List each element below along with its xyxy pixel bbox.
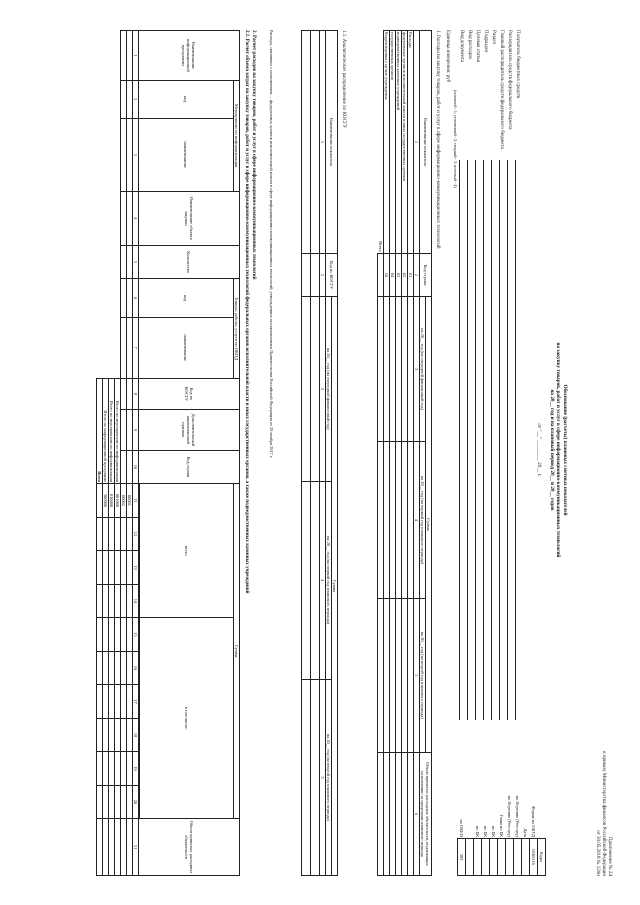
col-number: 7 (133, 317, 139, 378)
col-head-program: Наименование информационной программы (139, 31, 240, 81)
col-number: 20 (133, 785, 139, 819)
appendix-order: к приказу Министерства финансов Российской Федерации (601, 751, 606, 876)
col-head-code: Код строки (420, 254, 432, 297)
footnote: Расходы, связанные с исполнением ... федеральных органов исполнительной власти в сфере информационно-коммуникационных технологий, утвержденные постановлением Правительства Российской Федерации от 29 ноября 2017 г. (269, 30, 274, 459)
col-number: 4 (414, 442, 420, 598)
row-name: государственных органов (390, 31, 396, 254)
document-page (22, 30, 612, 876)
col-number: 2 (414, 254, 420, 297)
code-label: Дата (523, 828, 528, 837)
col-head-name: Наименование показателя (420, 31, 432, 254)
title-line-3: на 20__ год и на плановый период 20__ и 20__ годов (549, 389, 555, 511)
title-line-2: на закупку товаров, работ и услуг в сфере информационно-коммуникационных технологий (555, 342, 562, 558)
col-number: 3 (133, 118, 139, 191)
field-label: Распорядитель средств федерального бюджета (507, 30, 512, 130)
section1-title: 1. Расходы на закупку товаров, работ и услуг в сфере информационно-коммуникационных технологий (435, 30, 440, 249)
section2-title: 2. Расчет расходов на закупку товаров, работ и услуг в сфере информационно-коммуникационных технологий (251, 30, 256, 280)
field-label: Получатель бюджетных средств (515, 30, 520, 99)
field-label: Подраздел (483, 30, 488, 53)
col-head-total: всего (140, 484, 234, 618)
codes-head: Коды (538, 839, 546, 876)
total-code: 001000 (115, 484, 121, 518)
codes-table (457, 764, 546, 876)
grand-total-label: Всего (97, 378, 103, 483)
code-label: по ОКЕИ (459, 819, 464, 837)
col-head-year2: на 20__ год (на первый год планового периода) (326, 481, 332, 679)
total-label: Итого по информационной программе (103, 378, 109, 483)
code-label: по БК (483, 825, 488, 837)
code-value: 383 (458, 839, 466, 876)
col-number: 19 (133, 752, 139, 786)
col-head-obligations: Объем принятых расходных обязательств, подлежащих исполнению за пределами планового периода (420, 753, 432, 876)
total-code: 010000 (109, 484, 115, 518)
row-name: федеральных органов исполнительной власти и иных государственных органов (402, 31, 408, 254)
col-number: 5 (133, 245, 139, 279)
row-code: 00002 (121, 484, 127, 518)
col-number: 8 (133, 378, 139, 409)
row-code: 01 (408, 254, 414, 297)
col-number: 1 (320, 31, 326, 254)
code-value (522, 839, 530, 876)
appendix-header (594, 751, 612, 876)
col-head-okpd: Товары, работы, услуги по ОКПД (234, 279, 240, 378)
col-head-analytic: Дополнительный аналитический признак (139, 409, 240, 450)
code-value (466, 839, 474, 876)
code-value (474, 839, 482, 876)
col-head-obligations: Объем принятых расходных обязательств (139, 819, 240, 876)
row-code: 02 (402, 254, 408, 297)
code-value (482, 839, 490, 876)
col-number: 10 (133, 450, 139, 484)
total-code: 300000 (103, 484, 109, 518)
section11-title: 1.1. Аналитическое распределение по КОСГУ (341, 30, 346, 129)
col-number: 16 (133, 651, 139, 685)
section21-table (96, 30, 240, 876)
col-number: 5 (414, 598, 420, 752)
col-head-sum: Сумма (332, 297, 338, 876)
col-head-year3: на 20__ год (на второй год планового периода) (326, 679, 332, 875)
col-head-activity: Мероприятие по информатизации (234, 80, 240, 191)
col-number: 5 (320, 679, 326, 875)
code-value (506, 839, 514, 876)
field-label: Вид документа (459, 30, 464, 63)
col-number: 4 (320, 481, 326, 679)
col-number: 11 (133, 484, 139, 518)
code-label: по Перечню (Реестру) (507, 795, 512, 837)
row-code: 00001 (127, 484, 133, 518)
code-label (466, 764, 474, 839)
col-head-year1: на 20__ год (на очередной финансовый год) (420, 297, 426, 442)
field-label: Раздел (491, 30, 496, 45)
col-number: 9 (133, 409, 139, 450)
document-title (536, 210, 568, 690)
col-head-name: Наименование показателя (326, 31, 338, 254)
section1-table (378, 30, 433, 876)
row-code: 10 (384, 254, 390, 297)
code-label: по БК (475, 825, 480, 837)
total-code (97, 484, 103, 518)
field-label: Вид расходов (467, 30, 472, 59)
row-name: Расходы (408, 31, 414, 254)
col-head-sum: Сумма (234, 484, 240, 819)
col-head-okpd-name: наименование (139, 317, 234, 378)
code-value (490, 839, 498, 876)
code-label: Форма по ОКУД (531, 806, 536, 837)
col-number: 18 (133, 718, 139, 752)
col-number: 21 (133, 819, 139, 876)
col-number: 6 (133, 279, 139, 317)
section21-title: 2.1. Расчет объема затрат на закупку товаров, работ и услуг в сфере информационно-коммуникационных технологий федеральных органов исполнительной власти и иных государственных органов, а также подведомственных казенных учреждений (244, 30, 249, 594)
col-head-kosgu: Код по КОСГУ (326, 254, 338, 297)
row-code: 04 (390, 254, 396, 297)
col-head-year3: на 20__ год (на второй год планового периода) (420, 598, 426, 752)
code-label: по БК (491, 825, 496, 837)
col-number: 4 (133, 191, 139, 245)
code-label: Глава по БК (499, 814, 504, 837)
col-head-including: в том числе: (140, 618, 234, 819)
section11-table (301, 30, 338, 876)
code-value (514, 839, 522, 876)
col-number: 3 (320, 297, 326, 482)
col-number: 1 (414, 31, 420, 254)
col-head-object: Наименование объекта закупки (139, 191, 240, 245)
unit-label: Единица измерения: руб (445, 30, 450, 83)
col-head-year2: на 20__ год (на первый год планового периода) (420, 442, 426, 598)
col-number: 2 (320, 254, 326, 297)
code-value (498, 839, 506, 876)
title-date: от "__" ________ 20__ г. (536, 423, 543, 477)
col-number: 1 (133, 31, 139, 81)
col-head-kosgu: Код по КОСГУ (139, 378, 240, 409)
code-value: 0505516 (530, 839, 538, 876)
col-number: 2 (133, 80, 139, 118)
field-label: Целевая статья (475, 30, 480, 62)
col-head-code: код (139, 80, 234, 118)
total-label: Итого по мероприятию по информатизации (109, 378, 115, 483)
col-head-sum: Сумма (426, 297, 432, 753)
col-number: 13 (133, 551, 139, 585)
col-head-quantity: Количество (139, 245, 240, 279)
col-number: 17 (133, 685, 139, 719)
row-name: Корректировка с целью учреждения (384, 31, 390, 254)
col-head-activity-name: наименование (139, 118, 234, 191)
field-label: Главный распорядитель средств федерального бюджета (499, 30, 504, 149)
total-label: Всего (378, 241, 383, 252)
col-number: 15 (133, 618, 139, 652)
title-line-1: Обоснование (расчеты) плановых сметных показателей (562, 384, 568, 516)
code-label: по Перечню (Реестру) (515, 795, 520, 837)
row-code: 03 (396, 254, 402, 297)
row-name: подведомственных казенных учреждений (396, 31, 402, 254)
col-number: 12 (133, 517, 139, 551)
col-head-year1: на 20__ год (на очередной финансовый год) (326, 297, 332, 482)
col-number: 14 (133, 584, 139, 618)
doc-type-hint: (основной - 1; уточненный - 2; сводный - 3; итоговый - 4) (453, 90, 458, 188)
col-head-code: код (139, 279, 234, 317)
col-head-row-code: Код строки (139, 450, 240, 484)
appendix-date: от 30.05.2018 № 120н (595, 830, 600, 876)
col-number: 6 (414, 753, 420, 876)
col-number: 3 (414, 297, 420, 442)
appendix-number: Приложение № 24 (607, 836, 612, 876)
total-label: Итого по мероприятию по информатизации (115, 378, 121, 483)
